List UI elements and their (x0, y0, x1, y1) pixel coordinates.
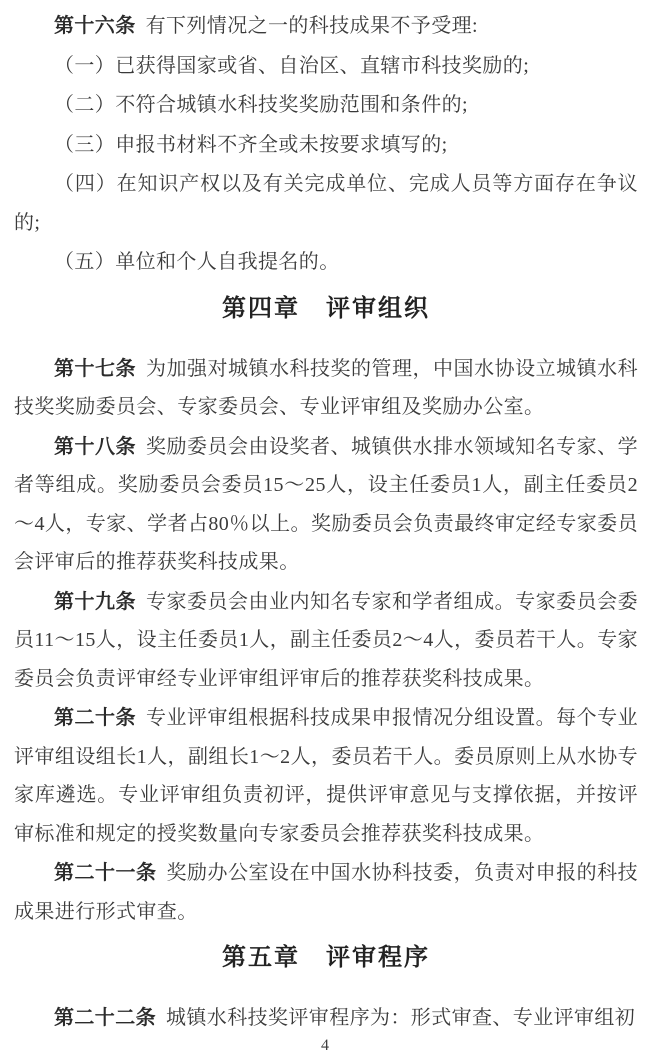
page-number: 4 (321, 1037, 329, 1054)
article-18-paragraph (14, 428, 638, 582)
article-17-label: 第十七条 (54, 357, 137, 380)
article-19-label: 第十九条 (54, 590, 137, 613)
article-17-text: 为加强对城镇水科技奖的管理，中国水协设立城镇水科技奖奖励委员会、专家委员会、专业评审组及奖励办公室。 (14, 357, 638, 418)
list-item-3: （三）申报书材料不齐全或未按要求填写的; (54, 133, 448, 156)
article-21-label: 第二十一条 (54, 862, 157, 884)
article-22-paragraph (14, 999, 638, 1038)
article-19-paragraph (14, 583, 638, 699)
chapter-5-heading: 第五章 评审程序 (222, 944, 430, 971)
article-16-text: 有下列情况之一的科技成果不予受理: (145, 15, 478, 37)
chapter-4-heading: 第四章 评审组织 (222, 294, 430, 322)
article-19-text: 专家委员会由业内知名专家和学者组成。专家委员会委员11～15人，设主任委员1人，副主任委员2～4人，委员若干人。专家委员会负责评审经专业评审组评审后的推荐获奖科技成果。 (14, 590, 638, 690)
list-item-1: （一）已获得国家或省、自治区、直辖市科技奖励的; (54, 54, 530, 77)
article-16-paragraph (14, 7, 638, 46)
article-20-text: 专业评审组根据科技成果申报情况分组设置。每个专业评审组设组长1人，副组长1～2人，委员若干人。委员原则上从水协专家库遴选。专业评审组负责初评，提供评审意见与支撑依据，并按评审标准和规定的授奖数量向专家委员会推荐获奖科技成果。 (14, 707, 638, 845)
article-21-text: 奖励办公室设在中国水协科技委，负责对申报的科技成果进行形式审查。 (14, 862, 639, 923)
article-22-text: 城镇水科技奖评审程序为：形式审查、专业评审组初 (166, 1007, 636, 1029)
article-16-label: 第十六条 (54, 15, 136, 37)
article-17-paragraph (14, 350, 638, 427)
list-item-2: （二）不符合城镇水科技奖奖励范围和条件的; (54, 94, 468, 116)
article-18-text: 奖励委员会由设奖者、城镇供水排水领域知名专家、学者等组成。奖励委员会委员15～25人，设主任委员1人，副主任委员2～4人，专家、学者占80％以上。奖励委员会负责最终审定经专家委员会评审后的推荐获奖科技成果。 (14, 435, 638, 573)
article-22-label: 第二十二条 (54, 1007, 156, 1029)
article-18-label: 第十八条 (54, 435, 137, 458)
article-20-paragraph (14, 699, 638, 853)
article-21-paragraph (14, 854, 638, 931)
article-20-label: 第二十条 (54, 707, 137, 729)
list-item-4: （四）在知识产权以及有关完成单位、完成人员等方面存在争议的; (14, 173, 638, 234)
list-item-5: （五）单位和个人自我提名的。 (54, 251, 340, 273)
